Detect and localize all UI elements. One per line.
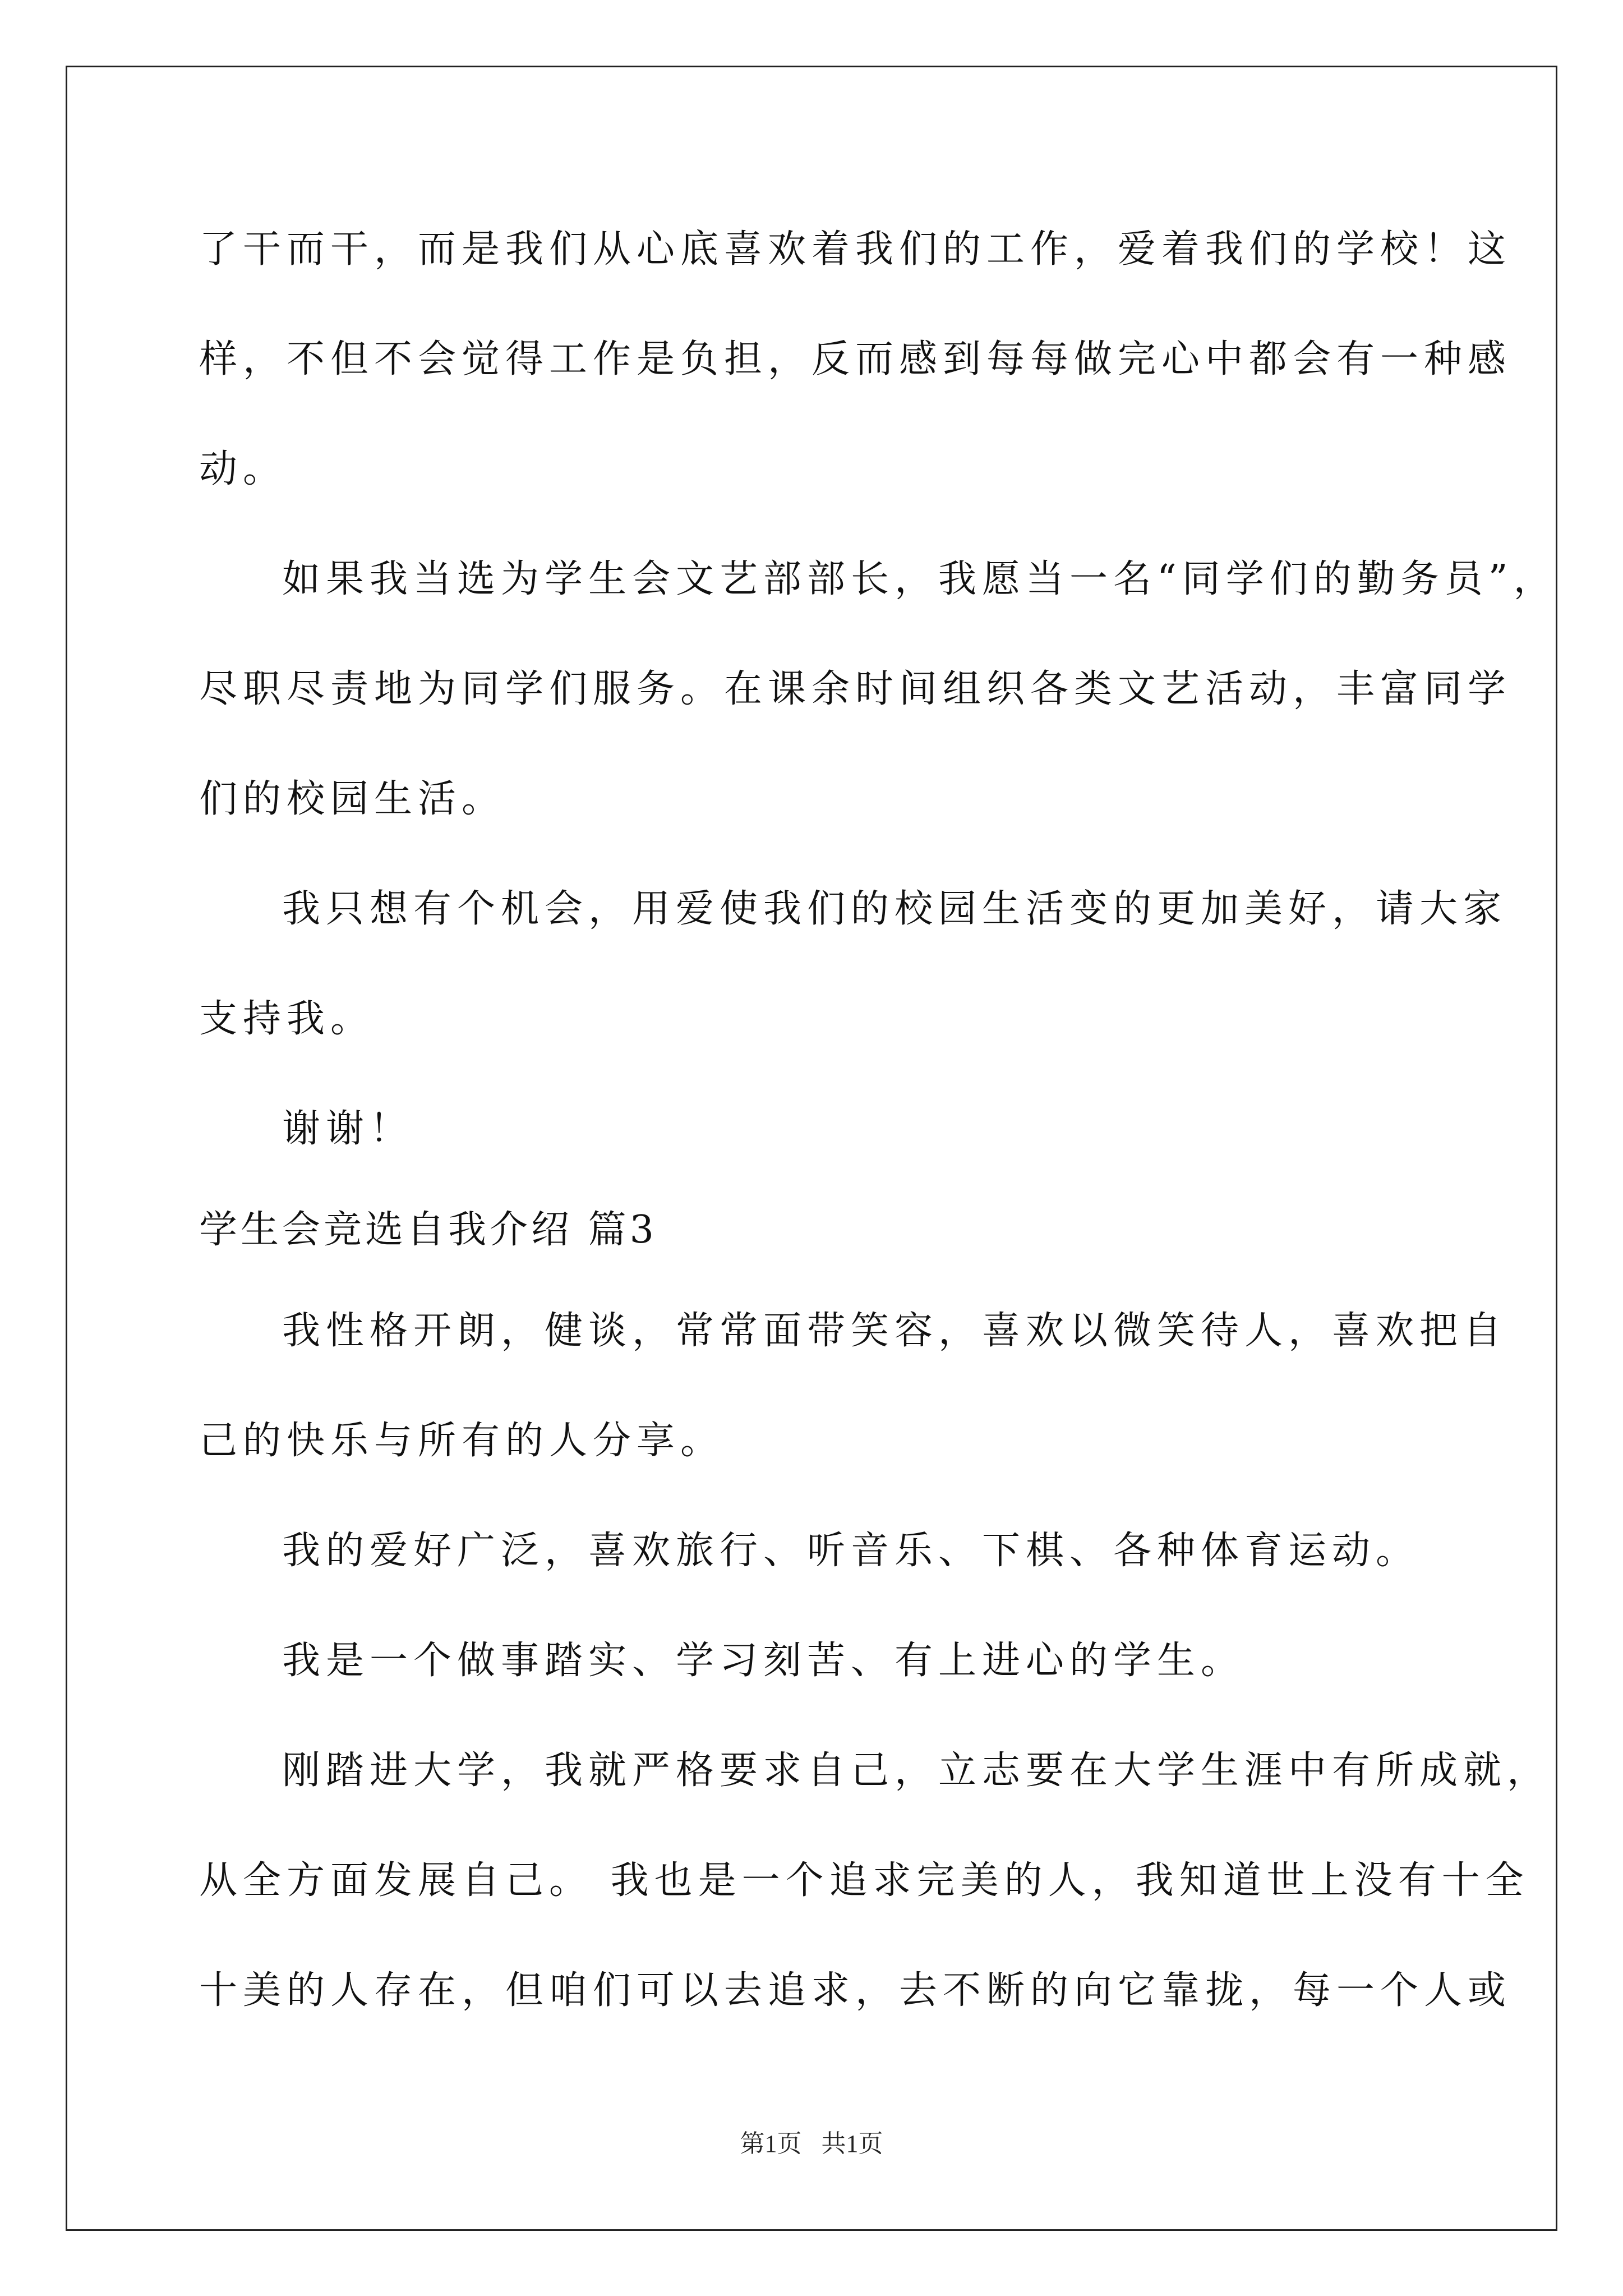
- text-line: 从全方面发展自己。 我也是一个追求完美的人，我知道世上没有十全: [199, 1858, 1529, 1903]
- page-number: 第1页: [740, 2130, 802, 2157]
- paragraph-start-line: 我性格开朗，健谈，常常面带笑容，喜欢以微笑待人，喜欢把自: [282, 1309, 1507, 1353]
- text-line: 了干而干，而是我们从心底喜欢着我们的工作，爱着我们的学校！这: [199, 227, 1512, 272]
- page-footer: [0, 2123, 1623, 2159]
- text-line: 样，不但不会觉得工作是负担，反而感到每每做完心中都会有一种感: [199, 337, 1512, 381]
- text-line: 动。: [199, 447, 287, 491]
- text-line: 尽职尽责地为同学们服务。在课余时间组织各类文艺活动，丰富同学: [199, 667, 1512, 711]
- paragraph-start-line: 我只想有个机会，用爱使我们的校园生活变的更加美好，请大家: [282, 887, 1507, 931]
- text-line: 己的快乐与所有的人分享。: [199, 1419, 725, 1463]
- paragraph-start-line: 刚踏进大学，我就严格要求自己，立志要在大学生涯中有所成就，: [282, 1749, 1551, 1793]
- paragraph-start-line: 我是一个做事踏实、学习刻苦、有上进心的学生。: [282, 1639, 1245, 1683]
- page-total: 共1页: [821, 2130, 883, 2157]
- text-line: 支持我。: [199, 997, 375, 1041]
- section-heading: 学生会竞选自我介绍 篇3: [199, 1208, 657, 1252]
- text-line: 十美的人存在，但咱们可以去追求，去不断的向它靠拢，每一个人或: [199, 1968, 1512, 2013]
- paragraph-start-line: 我的爱好广泛，喜欢旅行、听音乐、下棋、各种体育运动。: [282, 1529, 1420, 1573]
- paragraph-start-line: 谢谢！: [282, 1107, 414, 1151]
- paragraph-start-line: 如果我当选为学生会文艺部部长，我愿当一名“同学们的勤务员”，: [282, 557, 1557, 601]
- text-line: 们的校园生活。: [199, 777, 506, 821]
